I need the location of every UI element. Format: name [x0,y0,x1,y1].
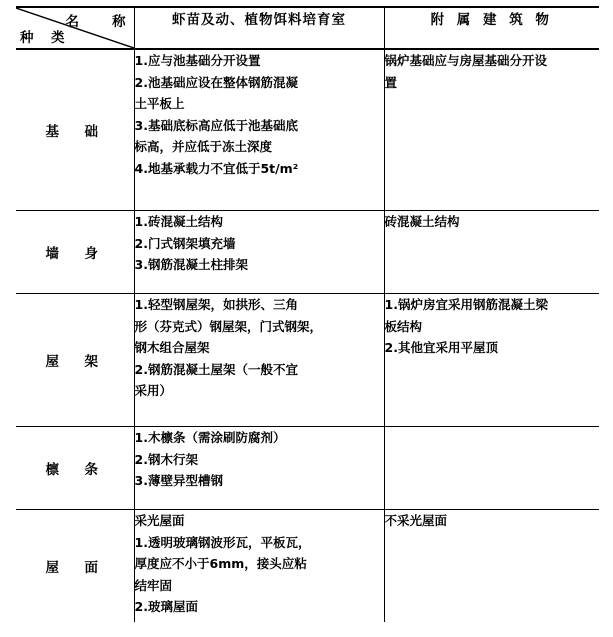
content-line: 采光屋面 [134,513,185,528]
header-col3-label: 附 属 建 筑 物 [384,7,599,49]
content-line: 板结构 [384,318,423,334]
content-line: 1.砖混凝土结构 [134,214,223,229]
row-category [16,49,134,211]
specification-table [16,6,599,622]
header-corner-cell [16,7,134,49]
row-col3-content [384,211,599,294]
content-line: 采用） [134,383,173,398]
header-col2-label: 虾苗及动、植物饵料培育室 [134,7,384,49]
header-kind-label: 种 类 [20,30,67,46]
table-header-row [16,7,599,49]
table-row [16,510,599,623]
content-line: 2.钢筋混凝土屋架（一般不宜 [134,361,298,377]
content-line: 形（芬克式）钢屋架，门式钢架， [134,318,323,334]
content-line: 1.锅炉房宜采用钢筋混凝土梁 [384,297,548,312]
row-col2-content [134,49,384,211]
content-line: 标高，并应低于冻土深度 [134,139,273,154]
content-line: 土平板上 [134,96,185,111]
content-line: 3.基础底标高应低于池基础底 [134,117,298,133]
row-col3-content [384,49,599,211]
content-line: 钢木组合屋架 [134,340,210,355]
content-line: 1.应与池基础分开设置 [134,53,261,68]
content-line: 锅炉基础应与房屋基础分开设 [384,53,548,68]
content-line: 1.轻型钢屋架，如拱形、三角 [134,297,298,312]
content-line: 厚度应不小于6mm，接头应粘 [134,556,307,571]
row-col2-content [134,427,384,510]
content-line: 结牢固 [134,577,173,593]
content-line: 1.透明玻璃钢波形瓦，平板瓦， [134,534,311,550]
content-line: 2.池基础应设在整体钢筋混凝 [134,74,298,90]
row-col2-content [134,211,384,294]
row-col3-content [384,427,599,510]
row-category-label: 屋 架 [45,354,104,370]
content-line: 不采光屋面 [384,513,448,528]
content-line: 2.其他宜采用平屋顶 [384,340,498,355]
content-line: 2.玻璃屋面 [134,599,198,614]
row-col2-content [134,510,384,623]
row-category-label: 檩 条 [45,462,104,478]
content-line: 砖混凝土结构 [384,214,460,229]
row-category [16,211,134,294]
row-category [16,294,134,427]
row-col3-content [384,510,599,623]
row-category-label: 基 础 [45,124,104,140]
row-category-label: 屋 面 [45,560,104,576]
content-line: 3.钢筋混凝土柱排架 [134,257,248,272]
content-line: 3.薄壁异型槽钢 [134,473,223,488]
row-category [16,510,134,623]
table-row [16,211,599,294]
table-row [16,294,599,427]
row-category-label: 墙 身 [45,246,104,262]
row-col2-content [134,294,384,427]
content-line: 2.门式钢架填充墙 [134,235,236,251]
document-page [0,6,613,637]
table-row [16,427,599,510]
content-line: 2.钢木行架 [134,451,198,467]
content-line: 置 [384,74,398,90]
content-line: 4.地基承载力不宜低于5t/m² [134,160,299,176]
row-col3-content [384,294,599,427]
table-row [16,49,599,211]
header-name-label: 名 称 [65,14,128,30]
row-category [16,427,134,510]
content-line: 1.木檩条（需涂刷防腐剂） [134,430,286,445]
